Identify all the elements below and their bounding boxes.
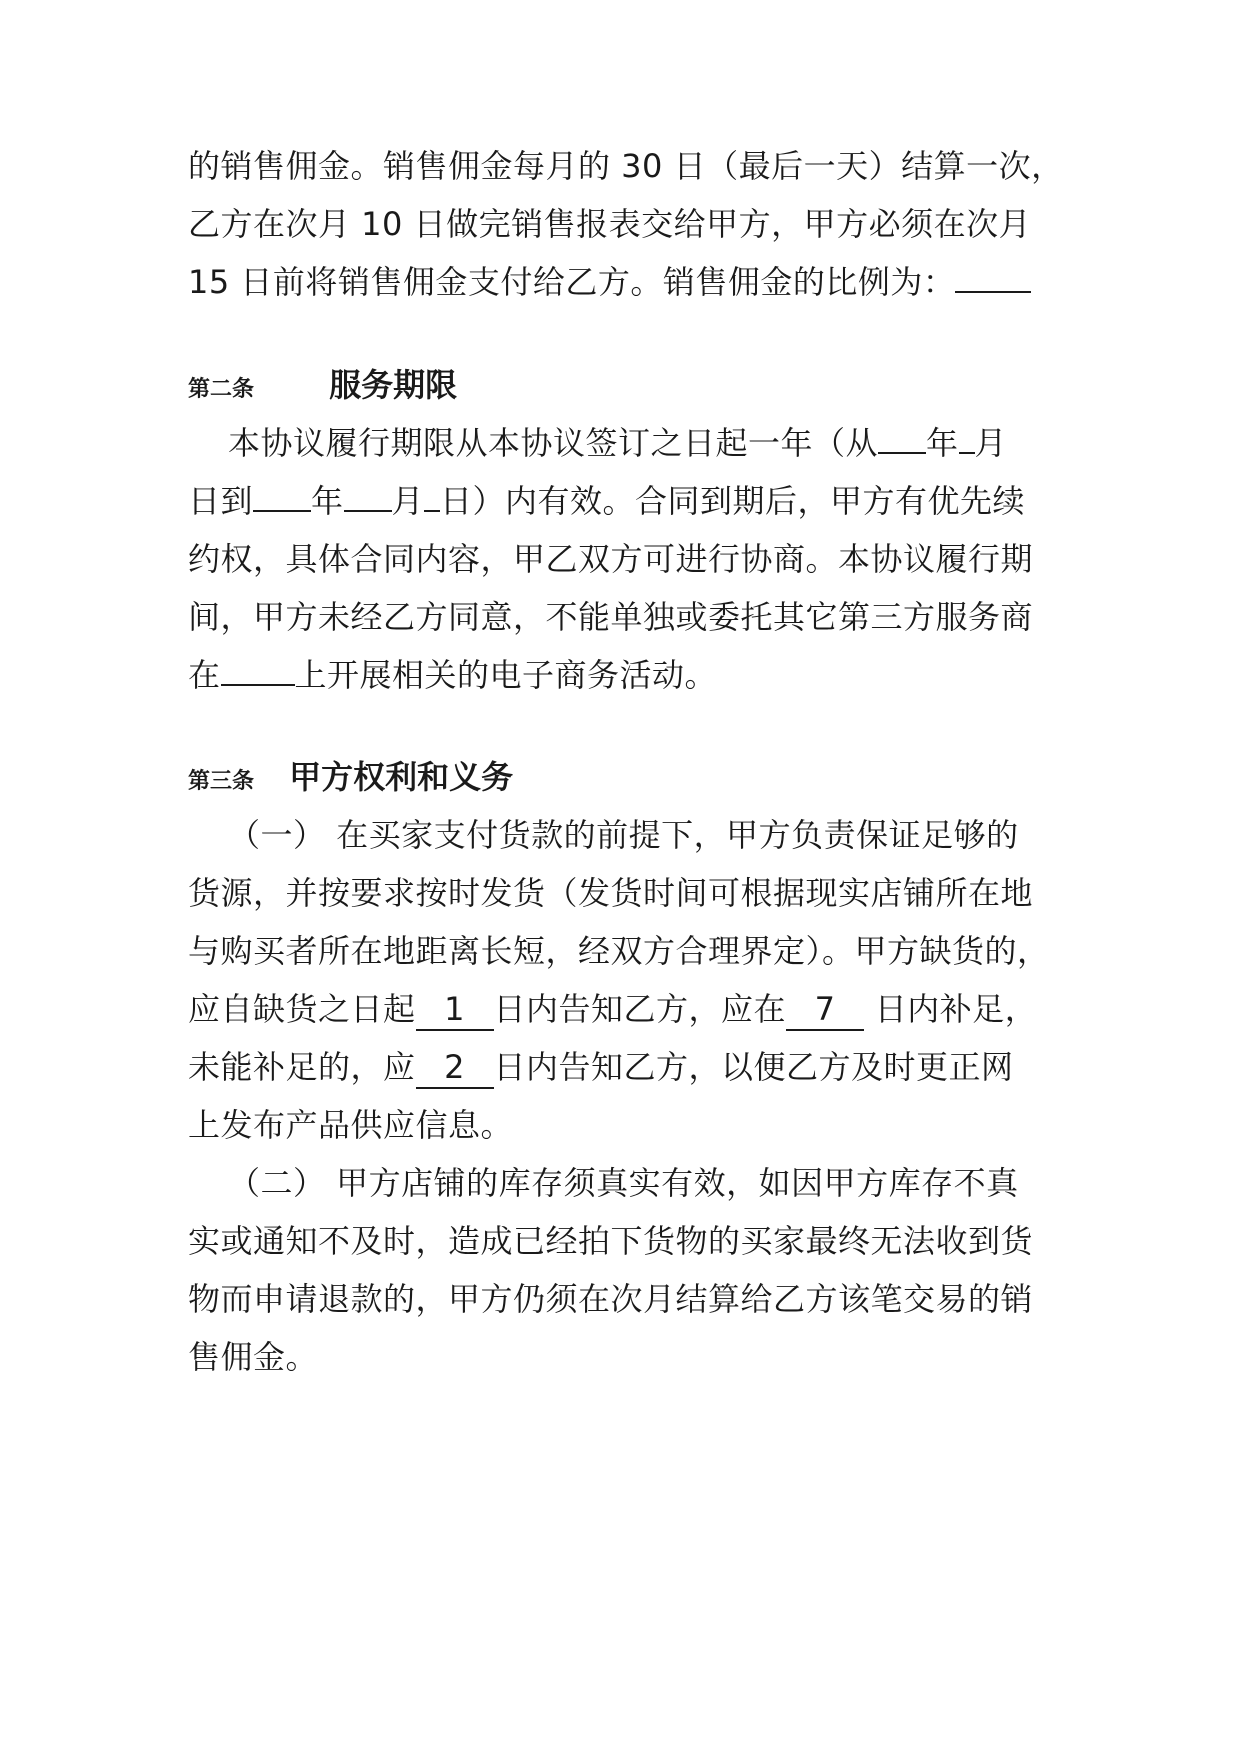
blank-underline bbox=[878, 412, 926, 454]
text-line bbox=[188, 468, 1068, 534]
text-span: 货源，并按要求按时发货（发货时间可根据现实店铺所在地 bbox=[188, 874, 1034, 912]
text-line bbox=[188, 1266, 1068, 1332]
text-span: 售佣金。 bbox=[188, 1338, 319, 1376]
blank-underline bbox=[959, 412, 975, 454]
article-title: 甲方权利和义务 bbox=[289, 758, 514, 796]
blank-underline bbox=[424, 470, 440, 512]
text-span: 约权，具体合同内容，甲乙双方可进行协商。本协议履行期 bbox=[188, 540, 1034, 578]
text-span: （一） 在买家支付货款的前提下，甲方负责保证足够的 bbox=[228, 816, 1019, 854]
text-line bbox=[228, 802, 1068, 868]
text-line bbox=[188, 1034, 1068, 1100]
article-heading bbox=[188, 752, 513, 802]
text-line bbox=[188, 918, 1068, 984]
text-span: 年 bbox=[926, 424, 959, 462]
text-span: 日到 bbox=[188, 482, 254, 520]
blank-underline bbox=[955, 251, 1031, 293]
text-span: 与购买者所在地距离长短，经双方合理界定）。甲方缺货的， bbox=[188, 932, 1050, 970]
text-span: （二） 甲方店铺的库存须真实有效，如因甲方库存不真 bbox=[228, 1164, 1019, 1202]
text-span: 月 bbox=[391, 482, 425, 520]
text-span: 月 bbox=[974, 424, 1008, 462]
text-span: 物而申请退款的，甲方仍须在次月结算给乙方该笔交易的销 bbox=[188, 1280, 1034, 1318]
article-number: 第三条 bbox=[188, 769, 255, 794]
text-line bbox=[188, 584, 1068, 650]
text-span: 间，甲方未经乙方同意，不能单独或委托其它第三方服务商 bbox=[188, 598, 1034, 636]
text-span: 日内告知乙方，以便乙方及时更正网 bbox=[493, 1048, 1014, 1086]
text-span: 本协议履行期限从本协议签订之日起一年（从 bbox=[228, 424, 879, 462]
text-span: 应自缺货之日起 bbox=[188, 990, 416, 1028]
text-span: 日）内有效。合同到期后，甲方有优先续 bbox=[440, 482, 1026, 520]
text-span: 的销售佣金。销售佣金每月的 30 日（最后一天）结算一次， bbox=[188, 147, 1064, 185]
text-line bbox=[188, 642, 1068, 708]
blank-underline bbox=[253, 470, 311, 512]
filled-blank: 1 bbox=[416, 989, 494, 1031]
text-line bbox=[188, 249, 1068, 315]
text-span: 上发布产品供应信息。 bbox=[188, 1106, 514, 1144]
text-line bbox=[188, 133, 1068, 199]
article-number: 第二条 bbox=[188, 377, 255, 402]
text-line bbox=[188, 860, 1068, 926]
text-line bbox=[188, 1092, 1068, 1158]
article-title: 服务期限 bbox=[329, 366, 458, 404]
text-span: 乙方在次月 10 日做完销售报表交给甲方，甲方必须在次月 bbox=[188, 205, 1032, 243]
text-span: 日内补足， bbox=[864, 990, 1038, 1028]
filled-blank: 7 bbox=[786, 989, 864, 1031]
text-span: 实或通知不及时，造成已经拍下货物的买家最终无法收到货 bbox=[188, 1222, 1034, 1260]
text-line bbox=[188, 191, 1068, 257]
text-span: 在 bbox=[188, 656, 221, 694]
text-span: 未能补足的，应 bbox=[188, 1048, 416, 1086]
text-line bbox=[188, 976, 1068, 1042]
text-line bbox=[228, 410, 1068, 476]
filled-blank: 2 bbox=[416, 1047, 494, 1089]
text-span: 15 日前将销售佣金支付给乙方。销售佣金的比例为： bbox=[188, 263, 956, 301]
article-heading bbox=[188, 360, 457, 410]
blank-underline bbox=[221, 644, 295, 686]
text-line bbox=[188, 526, 1068, 592]
text-line bbox=[188, 1208, 1068, 1274]
text-span: 日内告知乙方，应在 bbox=[493, 990, 787, 1028]
text-line bbox=[228, 1150, 1068, 1216]
text-span: 年 bbox=[311, 482, 344, 520]
text-line bbox=[188, 1324, 1068, 1390]
text-span: 上开展相关的电子商务活动。 bbox=[294, 656, 718, 694]
blank-underline bbox=[344, 470, 392, 512]
